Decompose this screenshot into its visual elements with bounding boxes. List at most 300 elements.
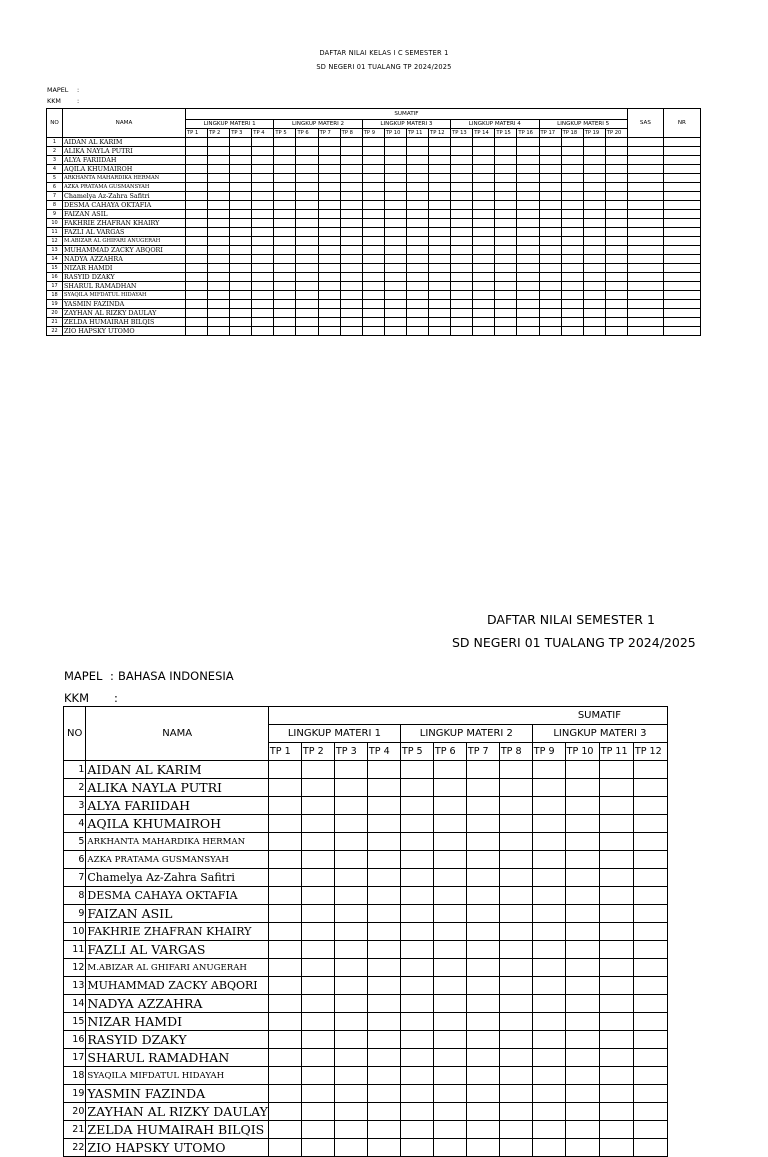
grade-cell — [208, 327, 230, 336]
student-name: M.ABIZAR AL GHIFARI ANUGERAH — [63, 237, 186, 246]
grade-cell — [252, 228, 274, 237]
grade-cell — [429, 309, 451, 318]
grade-cell — [599, 779, 633, 797]
grade-cell — [252, 282, 274, 291]
grade-cell — [539, 174, 561, 183]
grade-cell — [208, 228, 230, 237]
grade-cell — [495, 309, 517, 318]
table-row — [64, 977, 668, 995]
grade-cell — [561, 210, 583, 219]
grade-cell — [495, 165, 517, 174]
grade-cell — [208, 273, 230, 282]
row-number: 17 — [47, 282, 63, 291]
grade-cell — [663, 318, 700, 327]
grade-cell — [605, 246, 627, 255]
table-row — [64, 761, 668, 779]
grade-cell — [466, 1067, 499, 1085]
grade-cell — [367, 1121, 400, 1139]
grade-cell — [561, 309, 583, 318]
grade-cell — [532, 923, 565, 941]
grade-cell — [451, 237, 473, 246]
grade-cell — [406, 228, 428, 237]
header-tp: TP 10 — [384, 129, 406, 138]
grade-cell — [334, 905, 367, 923]
table-row — [64, 833, 668, 851]
grade-cell — [429, 264, 451, 273]
table-row — [64, 851, 668, 869]
grade-cell — [466, 995, 499, 1013]
grade-cell — [334, 1049, 367, 1067]
grade-cell — [367, 1013, 400, 1031]
grade-cell — [334, 977, 367, 995]
grade-cell — [605, 156, 627, 165]
student-name: ZIO HAPSKY UTOMO — [86, 1139, 269, 1157]
grade-cell — [627, 291, 663, 300]
grade-cell — [583, 300, 605, 309]
grade-cell — [532, 833, 565, 851]
grade-cell — [208, 291, 230, 300]
grade-cell — [334, 797, 367, 815]
row-number: 7 — [64, 869, 86, 887]
student-name: AZKA PRATAMA GUSMANSYAH — [86, 851, 269, 869]
grade-cell — [539, 183, 561, 192]
grade-table-viewport — [63, 706, 668, 1155]
grade-cell — [451, 273, 473, 282]
grade-cell — [406, 165, 428, 174]
grade-cell — [663, 201, 700, 210]
grade-cell — [499, 761, 532, 779]
grade-cell — [400, 869, 433, 887]
grade-cell — [517, 264, 539, 273]
grade-cell — [473, 273, 495, 282]
header-lingkup-materi: LINGKUP MATERI 1 — [268, 725, 400, 743]
grade-cell — [429, 210, 451, 219]
grade-cell — [318, 327, 340, 336]
student-name: FAKHRIE ZHAFRAN KHAIRY — [86, 923, 269, 941]
grade-cell — [633, 941, 667, 959]
grade-cell — [362, 309, 384, 318]
grade-cell — [499, 851, 532, 869]
row-number: 12 — [64, 959, 86, 977]
grade-cell — [367, 959, 400, 977]
grade-cell — [268, 1067, 301, 1085]
grade-cell — [318, 246, 340, 255]
grade-cell — [208, 192, 230, 201]
grade-cell — [400, 941, 433, 959]
row-number: 3 — [64, 797, 86, 815]
grade-cell — [230, 219, 252, 228]
grade-cell — [539, 255, 561, 264]
grade-cell — [495, 174, 517, 183]
grade-cell — [301, 1067, 334, 1085]
grade-cell — [466, 761, 499, 779]
header-tp: TP 2 — [208, 129, 230, 138]
grade-cell — [334, 1103, 367, 1121]
grade-cell — [429, 156, 451, 165]
grade-cell — [561, 174, 583, 183]
grade-cell — [274, 165, 296, 174]
student-name: FAIZAN ASIL — [86, 905, 269, 923]
grade-cell — [362, 183, 384, 192]
row-number: 17 — [64, 1049, 86, 1067]
table-row — [64, 905, 668, 923]
grade-cell — [400, 1139, 433, 1157]
row-number: 14 — [47, 255, 63, 264]
grade-cell — [208, 165, 230, 174]
grade-cell — [605, 174, 627, 183]
grade-cell — [633, 1031, 667, 1049]
grade-cell — [208, 183, 230, 192]
grade-cell — [186, 246, 208, 255]
grade-cell — [252, 327, 274, 336]
grade-cell — [186, 192, 208, 201]
grade-cell — [473, 309, 495, 318]
grade-cell — [539, 228, 561, 237]
grade-cell — [334, 959, 367, 977]
header-sumatif: SUMATIF — [268, 707, 667, 725]
grade-cell — [400, 1103, 433, 1121]
grade-cell — [296, 291, 318, 300]
grade-cell — [627, 219, 663, 228]
grade-cell — [495, 237, 517, 246]
mapel-label: MAPEL — [64, 669, 103, 683]
grade-cell — [252, 147, 274, 156]
grade-cell — [334, 869, 367, 887]
grade-cell — [406, 219, 428, 228]
grade-cell — [583, 147, 605, 156]
grade-cell — [274, 156, 296, 165]
grade-cell — [384, 165, 406, 174]
row-number: 15 — [47, 264, 63, 273]
grade-cell — [561, 147, 583, 156]
grade-cell — [663, 156, 700, 165]
row-number: 12 — [47, 237, 63, 246]
grade-cell — [627, 156, 663, 165]
grade-cell — [318, 183, 340, 192]
grade-cell — [334, 941, 367, 959]
grade-cell — [539, 309, 561, 318]
grade-cell — [429, 246, 451, 255]
grade-cell — [532, 905, 565, 923]
grade-cell — [384, 255, 406, 264]
table-row — [47, 246, 701, 255]
grade-cell — [367, 1103, 400, 1121]
grade-cell — [400, 815, 433, 833]
grade-cell — [362, 219, 384, 228]
grade-cell — [296, 282, 318, 291]
grade-cell — [186, 138, 208, 147]
row-number: 21 — [47, 318, 63, 327]
grade-cell — [466, 887, 499, 905]
grade-cell — [583, 138, 605, 147]
table-row — [47, 201, 701, 210]
grade-cell — [627, 255, 663, 264]
grade-cell — [429, 282, 451, 291]
grade-cell — [499, 923, 532, 941]
grade-cell — [384, 210, 406, 219]
grade-cell — [517, 156, 539, 165]
grade-cell — [367, 779, 400, 797]
grade-cell — [451, 165, 473, 174]
grade-cell — [367, 851, 400, 869]
grade-cell — [517, 201, 539, 210]
grade-cell — [627, 300, 663, 309]
table-row — [47, 300, 701, 309]
grade-cell — [367, 1085, 400, 1103]
grade-cell — [561, 327, 583, 336]
grade-cell — [186, 282, 208, 291]
grade-cell — [186, 327, 208, 336]
mapel-field — [64, 669, 234, 683]
grade-cell — [334, 1031, 367, 1049]
grade-cell — [406, 174, 428, 183]
grade-cell — [433, 797, 466, 815]
grade-cell — [334, 1121, 367, 1139]
grade-cell — [268, 1031, 301, 1049]
header-tp: TP 3 — [230, 129, 252, 138]
row-number: 20 — [47, 309, 63, 318]
grade-cell — [561, 282, 583, 291]
grade-cell — [296, 246, 318, 255]
grade-cell — [633, 833, 667, 851]
grade-cell — [565, 1121, 599, 1139]
row-number: 5 — [47, 174, 63, 183]
grade-cell — [318, 264, 340, 273]
grade-cell — [186, 183, 208, 192]
grade-cell — [208, 318, 230, 327]
grade-cell — [633, 995, 667, 1013]
grade-cell — [429, 201, 451, 210]
student-name: NIZAR HAMDI — [63, 264, 186, 273]
grade-cell — [473, 138, 495, 147]
grade-cell — [663, 210, 700, 219]
table-row — [64, 1031, 668, 1049]
table-row — [64, 1139, 668, 1157]
table-row — [47, 210, 701, 219]
grade-cell — [565, 995, 599, 1013]
grade-cell — [532, 1013, 565, 1031]
student-name: Chamelya Az-Zahra Safitri — [63, 192, 186, 201]
row-number: 4 — [64, 815, 86, 833]
grade-cell — [268, 1139, 301, 1157]
kkm-field — [47, 97, 80, 105]
grade-cell — [208, 237, 230, 246]
grade-cell — [384, 327, 406, 336]
grade-cell — [186, 210, 208, 219]
grade-cell — [466, 797, 499, 815]
row-number: 22 — [64, 1139, 86, 1157]
grade-cell — [367, 815, 400, 833]
grade-cell — [268, 779, 301, 797]
grade-cell — [362, 210, 384, 219]
mapel-value: BAHASA INDONESIA — [118, 669, 234, 683]
grade-cell — [230, 138, 252, 147]
grade-cell — [633, 1139, 667, 1157]
grade-cell — [599, 869, 633, 887]
header-tp: TP 17 — [539, 129, 561, 138]
header-tp: TP 14 — [473, 129, 495, 138]
grade-cell — [499, 815, 532, 833]
kkm-colon: : — [114, 691, 118, 705]
grade-cell — [539, 165, 561, 174]
grade-cell — [499, 1049, 532, 1067]
grade-cell — [663, 291, 700, 300]
grade-cell — [186, 318, 208, 327]
grade-cell — [495, 228, 517, 237]
grade-cell — [367, 1067, 400, 1085]
grade-cell — [406, 210, 428, 219]
grade-cell — [663, 300, 700, 309]
student-name: ALYA FARIIDAH — [63, 156, 186, 165]
table-row — [64, 797, 668, 815]
grade-cell — [599, 959, 633, 977]
grade-cell — [406, 291, 428, 300]
grade-cell — [400, 977, 433, 995]
student-name: FAZLI AL VARGAS — [63, 228, 186, 237]
grade-cell — [429, 291, 451, 300]
student-name: SHARUL RAMADHAN — [86, 1049, 269, 1067]
table-row — [64, 923, 668, 941]
grade-cell — [230, 147, 252, 156]
grade-cell — [473, 210, 495, 219]
grade-cell — [451, 174, 473, 183]
grade-cell — [252, 318, 274, 327]
grade-cell — [268, 977, 301, 995]
grade-cell — [565, 959, 599, 977]
grade-cell — [517, 174, 539, 183]
student-name: Chamelya Az-Zahra Safitri — [86, 869, 269, 887]
grade-cell — [599, 1103, 633, 1121]
grade-cell — [340, 147, 362, 156]
grade-cell — [406, 201, 428, 210]
grade-cell — [301, 797, 334, 815]
grade-cell — [451, 183, 473, 192]
grade-cell — [433, 1049, 466, 1067]
grade-cell — [400, 905, 433, 923]
grade-cell — [230, 246, 252, 255]
grade-cell — [208, 147, 230, 156]
grade-cell — [663, 273, 700, 282]
grade-cell — [599, 761, 633, 779]
grade-cell — [539, 210, 561, 219]
grade-cell — [565, 815, 599, 833]
grade-cell — [451, 318, 473, 327]
grade-cell — [532, 977, 565, 995]
grade-cell — [406, 156, 428, 165]
grade-cell — [561, 219, 583, 228]
grade-cell — [186, 300, 208, 309]
grade-cell — [499, 977, 532, 995]
grade-cell — [406, 192, 428, 201]
grade-cell — [583, 309, 605, 318]
grade-cell — [495, 273, 517, 282]
header-lingkup-materi: LINGKUP MATERI 3 — [362, 120, 450, 129]
grade-cell — [296, 228, 318, 237]
student-name: FAIZAN ASIL — [63, 210, 186, 219]
header-tp: TP 6 — [296, 129, 318, 138]
grade-cell — [252, 210, 274, 219]
grade-cell — [334, 779, 367, 797]
header-lingkup-materi: LINGKUP MATERI 1 — [186, 120, 274, 129]
grade-cell — [268, 1049, 301, 1067]
grade-cell — [318, 255, 340, 264]
grade-cell — [400, 1067, 433, 1085]
grade-cell — [384, 201, 406, 210]
grade-cell — [400, 1031, 433, 1049]
grade-cell — [499, 905, 532, 923]
grade-cell — [406, 300, 428, 309]
grade-cell — [186, 273, 208, 282]
page-subtitle: SD NEGERI 01 TUALANG TP 2024/2025 — [452, 635, 696, 650]
grade-cell — [252, 219, 274, 228]
student-name: ZELDA HUMAIRAH BILQIS — [63, 318, 186, 327]
header-tp: TP 1 — [186, 129, 208, 138]
grade-cell — [495, 282, 517, 291]
grade-cell — [268, 797, 301, 815]
grade-cell — [230, 264, 252, 273]
grade-cell — [252, 309, 274, 318]
grade-cell — [532, 887, 565, 905]
grade-cell — [605, 192, 627, 201]
header-sas: SAS — [627, 109, 663, 138]
grade-cell — [400, 779, 433, 797]
header-nr: NR — [663, 109, 700, 138]
header-no: NO — [64, 707, 86, 761]
grade-cell — [451, 138, 473, 147]
grade-cell — [367, 887, 400, 905]
page-title: DAFTAR NILAI KELAS I C SEMESTER 1 — [319, 49, 449, 57]
student-name: NIZAR HAMDI — [86, 1013, 269, 1031]
grade-cell — [495, 318, 517, 327]
header-tp: TP 10 — [565, 743, 599, 761]
grade-cell — [384, 183, 406, 192]
grade-cell — [362, 282, 384, 291]
header-tp: TP 19 — [583, 129, 605, 138]
grade-cell — [627, 210, 663, 219]
grade-cell — [633, 887, 667, 905]
grade-cell — [473, 264, 495, 273]
grade-cell — [318, 156, 340, 165]
header-tp: TP 11 — [599, 743, 633, 761]
grade-cell — [499, 941, 532, 959]
row-number: 5 — [64, 833, 86, 851]
header-tp: TP 16 — [517, 129, 539, 138]
row-number: 16 — [47, 273, 63, 282]
grade-cell — [230, 318, 252, 327]
grade-cell — [230, 282, 252, 291]
grade-cell — [301, 905, 334, 923]
grade-cell — [318, 237, 340, 246]
row-number: 2 — [47, 147, 63, 156]
grade-cell — [605, 327, 627, 336]
grade-cell — [274, 147, 296, 156]
grade-cell — [473, 327, 495, 336]
grade-cell — [517, 210, 539, 219]
grade-cell — [517, 237, 539, 246]
grade-cell — [384, 264, 406, 273]
grade-cell — [274, 138, 296, 147]
grade-cell — [274, 300, 296, 309]
grade-cell — [495, 210, 517, 219]
row-number: 22 — [47, 327, 63, 336]
grade-cell — [400, 995, 433, 1013]
grade-cell — [268, 815, 301, 833]
grade-cell — [561, 246, 583, 255]
grade-cell — [296, 156, 318, 165]
grade-cell — [473, 174, 495, 183]
grade-cell — [517, 309, 539, 318]
grade-cell — [532, 761, 565, 779]
